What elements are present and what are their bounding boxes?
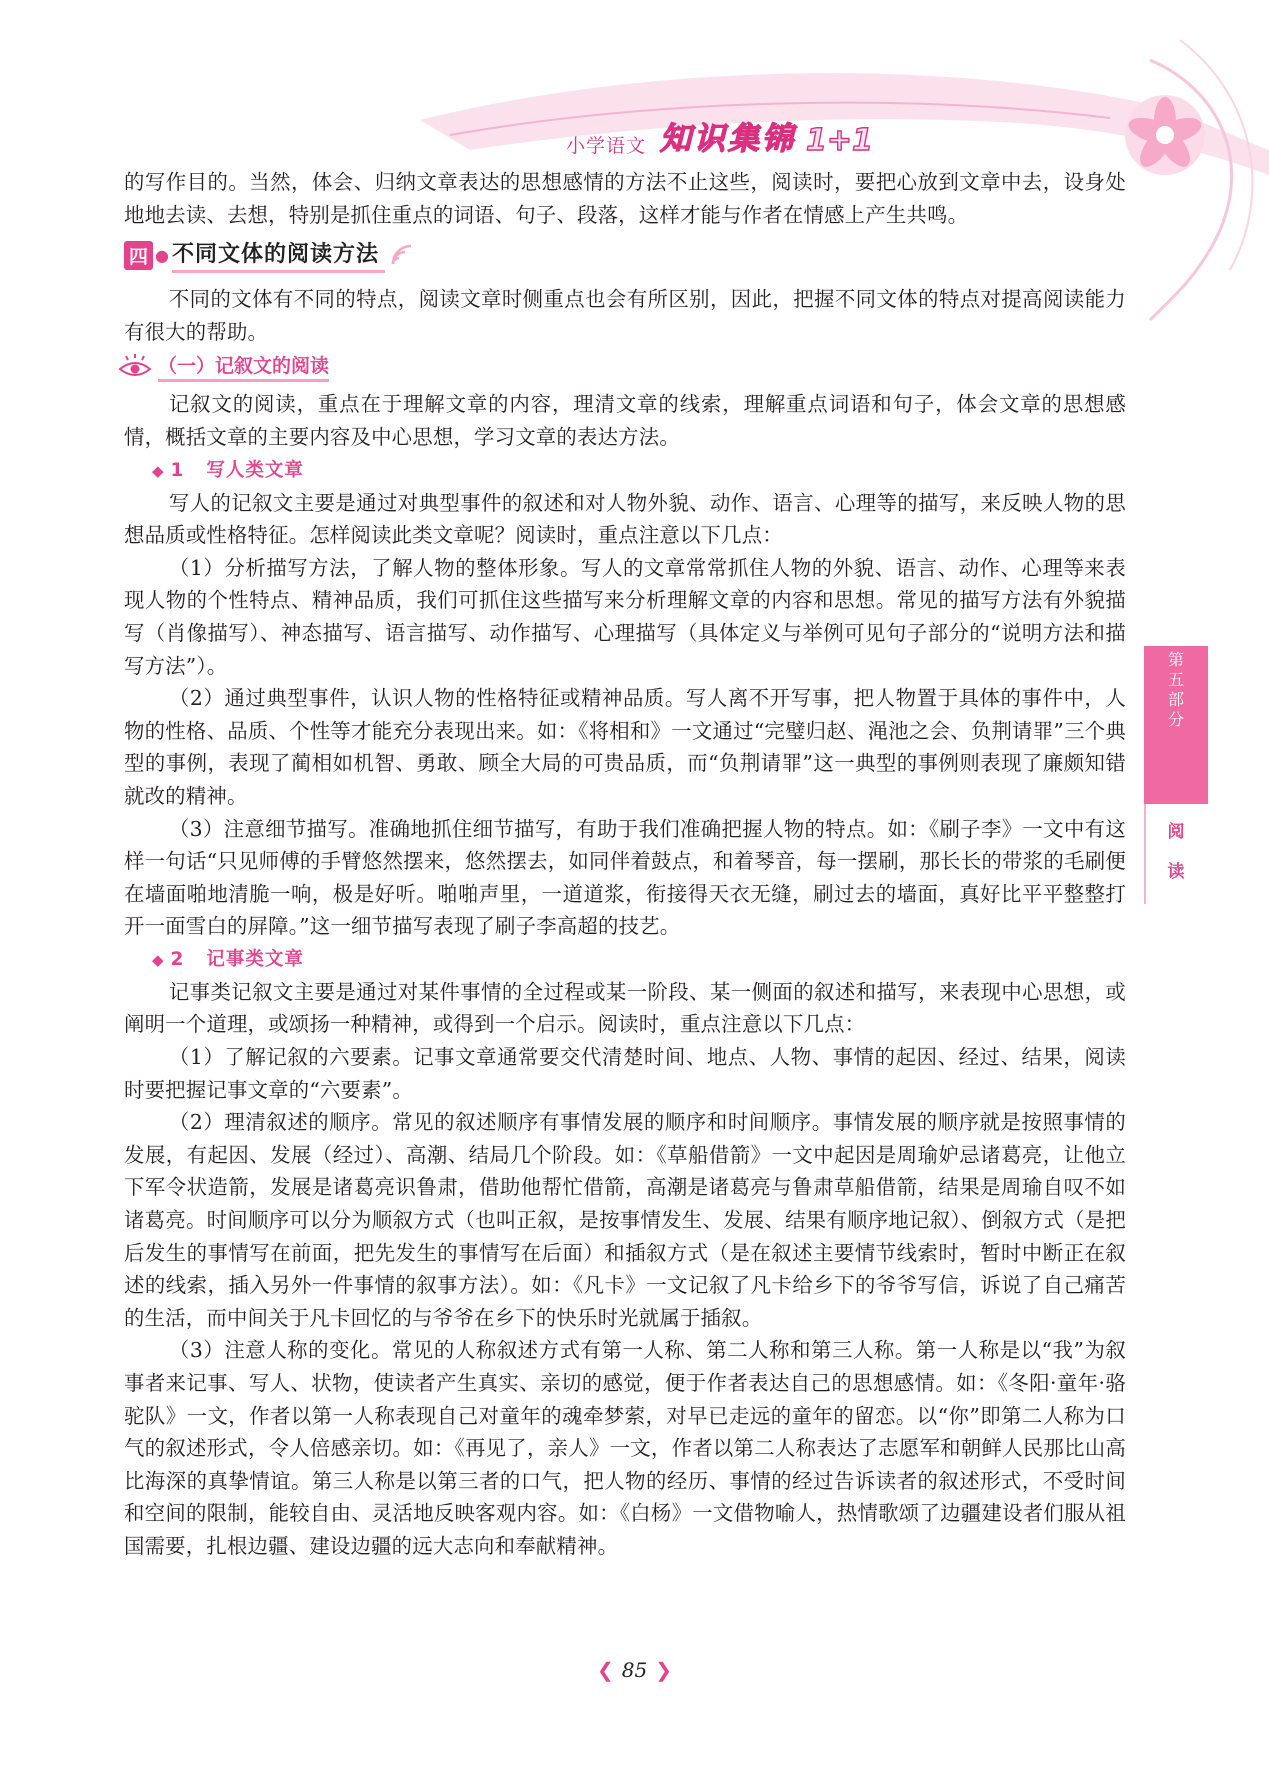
paragraph: （3）注意人称的变化。常见的人称叙述方式有第一人称、第二人称和第三人称。第一人称是以“我”为叙事者来记事、写人、状物，使读者产生真实、亲切的感觉，便于作者表达自己的思想感情。如：《冬阳·童年·骆驼队》一文，作者以第一人称表现自己对童年的魂牵梦萦，对早已走远的童年的留恋。以“你”即第二人称为口气的叙述形式，令人倍感亲切。如：《再见了，亲人》一文，作者以第二人称表达了志愿军和朝鲜人民那比山高比海深的真挚情谊。第三人称是以第三者的口气，把人物的经历、事情的经过告诉读者的叙述形式，不受时间和空间的限制，能较自由、灵活地反映客观内容。如：《白杨》一文借物喻人，热情歌颂了边疆建设者们服从祖国需要，扎根边疆、建设边疆的远大志向和奉献精神。 (124, 1338, 1126, 1558)
subsection-intro: 记叙文的阅读，重点在于理解文章的内容，理清文章的线索，理解重点词语和句子，体会文章的思想感情，概括文章的主要内容及中心思想，学习文章的表达方法。 (124, 392, 1126, 449)
diamond-icon: ◆ (152, 950, 165, 969)
flower-icon (1125, 95, 1205, 175)
chevron-left-icon: ❮ (597, 1658, 614, 1682)
item-heading (124, 943, 1126, 976)
header-edition: 1+1 (806, 123, 873, 158)
section-title: 不同文体的阅读方法 (172, 237, 385, 273)
page-content (124, 166, 1126, 1563)
side-tab-part (1144, 646, 1208, 804)
paragraph: （2）理清叙述的顺序。常见的叙述顺序有事情发展的顺序和时间顺序。事情发展的顺序就是按照事情的发展，有起因、发展（经过）、高潮、结局几个阶段。如：《草船借箭》一文中起因是周瑜妒忌诸葛亮，让他立下军令状造箭，发展是诸葛亮识鲁肃，借助他帮忙借箭，高潮是诸葛亮与鲁肃草船借箭，结果是周瑜自叹不如诸葛亮。时间顺序可以分为顺叙方式（也叫正叙，是按事情发生、发展、结果有顺序地记叙）、倒叙方式（是把后发生的事情写在前面，把先发生的事情写在后面）和插叙方式（是在叙述主要情节线索时，暂时中断正在叙述的线索，插入另外一件事情的叙事方法）。如：《凡卡》一文记叙了凡卡给乡下的爷爷写信，诉说了自己痛苦的生活，而中间关于凡卡回忆的与爷爷在乡下的快乐时光就属于插叙。 (124, 1110, 1126, 1330)
side-tab-topic (1144, 804, 1208, 904)
header-title (566, 118, 873, 158)
paragraph: 写人的记叙文主要是通过对典型事件的叙述和对人物外貌、动作、语言、心理等的描写，来反映人物的思想品质或性格特征。怎样阅读此类文章呢？阅读时，重点注意以下几点： (124, 490, 1126, 548)
side-tab-char: 第 (1167, 650, 1184, 669)
side-tab-char: 读 (1167, 862, 1185, 882)
section-heading (124, 233, 1126, 277)
paragraph: （1）了解记叙的六要素。记事文章通常要交代清楚时间、地点、人物、事情的起因、经过、结果，阅读时要把握记事文章的“六要素”。 (124, 1045, 1126, 1102)
paragraph: （3）注意细节描写。准确地抓住细节描写，有助于我们准确把握人物的特点。如：《刷子李》一文中有这样一句话“只见师傅的手臂悠然摆来，悠然摆去，如同伴着鼓点，和着琴音，每一摆刷，那长长的带浆的毛刷便在墙面啪地清脆一响，极是好听。啪啪声里，一道道浆，衔接得天衣无缝，刷过去的墙面，真好比平平整整打开一面雪白的屏障。”这一细节描写表现了刷子李高超的技艺。 (124, 816, 1126, 939)
item-title: 写人类文章 (206, 459, 304, 481)
paragraph: （2）通过典型事件，认识人物的性格特征或精神品质。写人离不开写事，把人物置于具体的事件中，人物的性格、品质、个性等才能充分表现出来。如：《将相和》一文通过“完璧归赵、渑池之会、负荆请罪”三个典型的事例，表现了蔺相如机智、勇敢、顾全大局的可贵品质，而“负荆请罪”这一典型的事例则表现了廉颇知错就改的精神。 (124, 686, 1126, 808)
section-number: 四 (124, 241, 153, 270)
paragraph: 记事类记叙文主要是通过对某件事情的全过程或某一阶段、某一侧面的叙述和描写，来表现中心思想，或阐明一个道理，或颂扬一种精神，或得到一个启示。阅读时，重点注意以下几点： (124, 979, 1126, 1037)
item-number: 1 (170, 459, 185, 481)
subsection-heading (118, 348, 1126, 384)
eye-icon (118, 353, 152, 379)
item-title: 记事类文章 (206, 948, 304, 970)
item-heading (124, 454, 1126, 487)
page-footer (0, 1658, 1269, 1682)
side-tab-char: 五 (1167, 670, 1184, 689)
signal-wave-icon (389, 242, 415, 268)
chevron-right-icon: ❯ (655, 1658, 672, 1682)
diamond-icon: ◆ (152, 461, 165, 480)
header-brand: 知识集锦 (660, 121, 797, 157)
side-tab-char: 阅 (1167, 822, 1185, 842)
intro-paragraph: 的写作目的。当然，体会、归纳文章表达的思想感情的方法不止这些，阅读时，要把心放到文章中去，设身处地地去读、去想，特别是抓住重点的词语、句子、段落，这样才能与作者在情感上产生共鸣。 (124, 170, 1126, 227)
item-number: 2 (170, 948, 185, 970)
paragraph: （1）分析描写方法，了解人物的整体形象。写人的文章常常抓住人物的外貌、语言、动作、心理等来表现人物的个性特点、精神品质，我们可抓住这些描写来分析理解文章的内容和思想。常见的描写方法有外貌描写（肖像描写）、神态描写、语言描写、动作描写、心理描写（具体定义与举例可见句子部分的“说明方法和描写方法”）。 (124, 555, 1126, 678)
header-subject: 小学语文 (566, 135, 647, 157)
section-intro: 不同的文体有不同的特点，阅读文章时侧重点也会有所区别，因此，把握不同文体的特点对提高阅读能力有很大的帮助。 (124, 287, 1126, 344)
subsection-title: （一）记叙文的阅读 (158, 351, 329, 382)
side-tab-char: 分 (1167, 710, 1184, 729)
side-tab-char: 部 (1167, 690, 1184, 709)
section-dot-icon: ● (155, 245, 169, 265)
page-number: 85 (621, 1658, 648, 1682)
